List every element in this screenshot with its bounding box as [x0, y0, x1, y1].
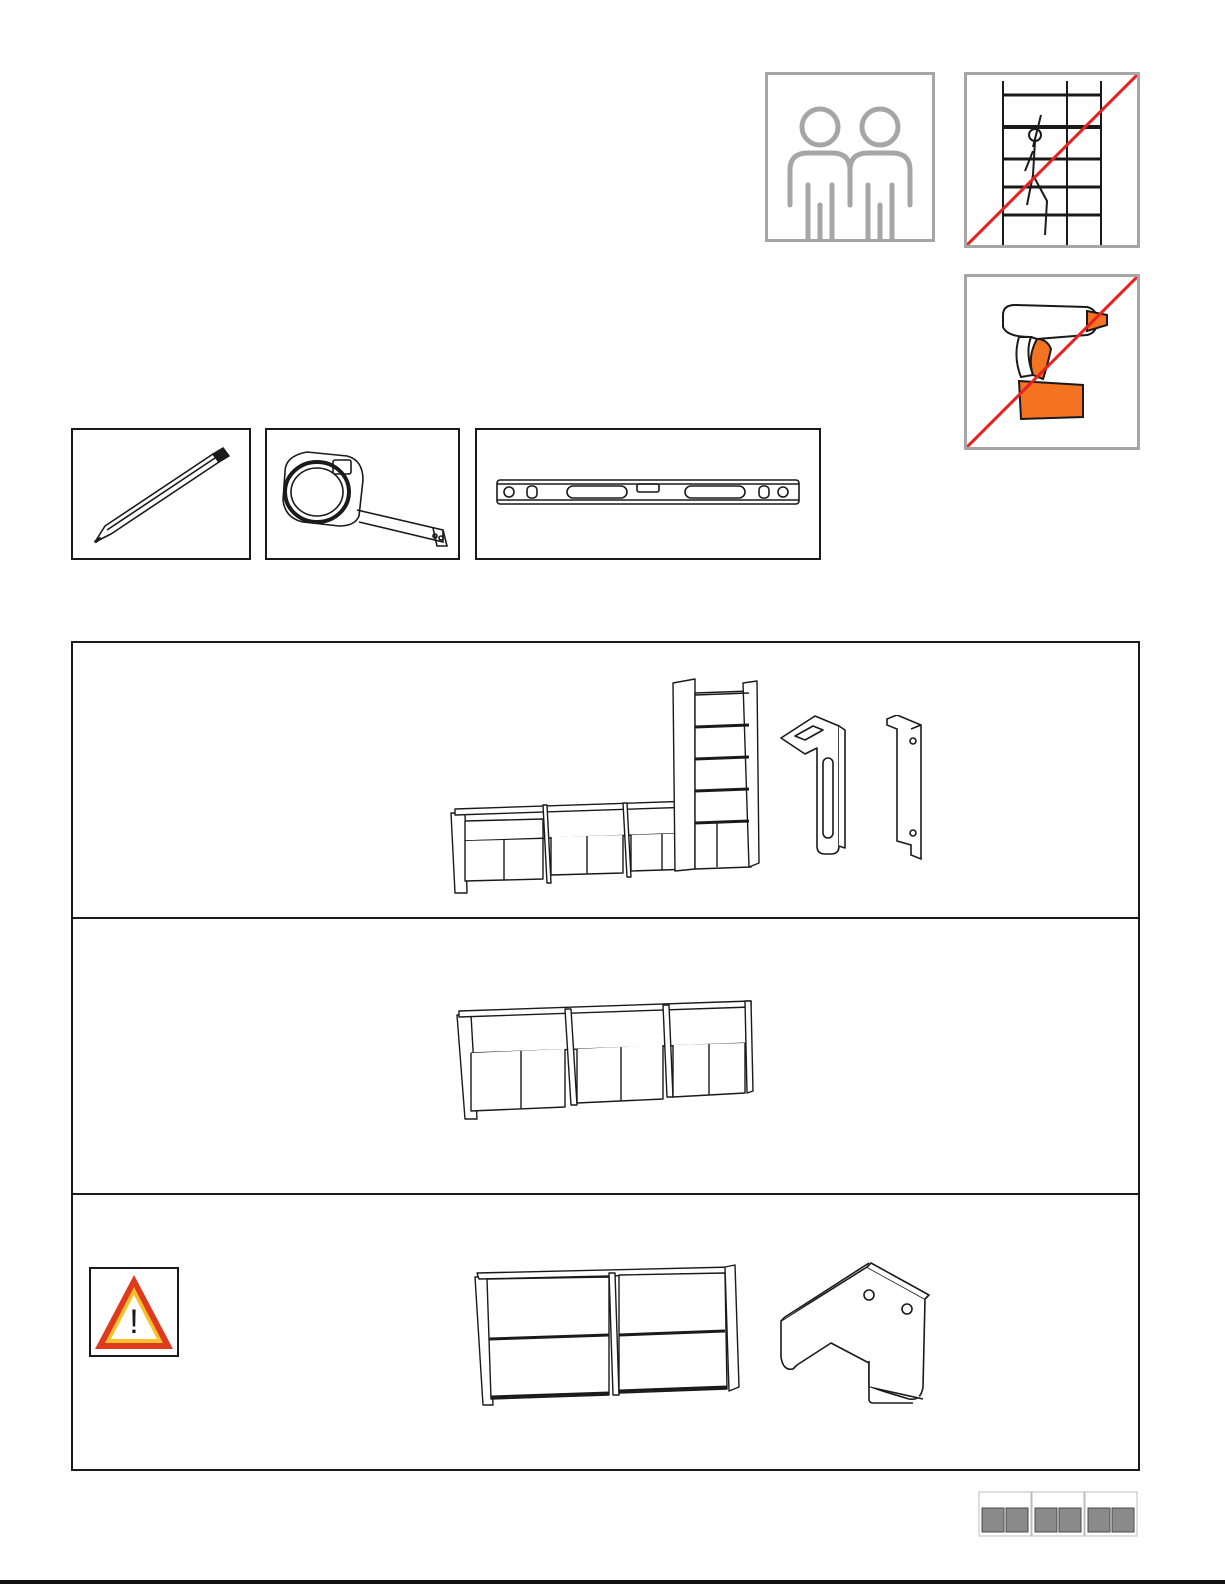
no-climbing-icon	[964, 72, 1140, 248]
step-panel-1	[71, 641, 1140, 919]
two-persons-icon	[765, 72, 935, 242]
warning-glyph: !	[129, 1303, 139, 1341]
u-connector-bracket-icon	[773, 1261, 943, 1411]
cabinet-run-with-tall-bookcase	[443, 673, 773, 903]
no-power-drill-icon	[964, 274, 1140, 450]
pencil-icon	[71, 428, 251, 560]
step-panel-2	[71, 917, 1140, 1195]
two-section-open-bookcase	[469, 1261, 749, 1411]
assembly-thumbnail-icon	[978, 1490, 1140, 1540]
bottom-rule	[0, 1580, 1225, 1584]
tape-measure-icon	[265, 428, 460, 560]
warning-triangle-icon	[89, 1267, 179, 1357]
three-cabinet-run	[445, 995, 765, 1125]
wall-bracket-icon	[775, 708, 865, 858]
step-panel-3	[71, 1193, 1140, 1471]
spirit-level-icon	[475, 428, 821, 560]
connector-bracket-icon	[881, 715, 931, 865]
